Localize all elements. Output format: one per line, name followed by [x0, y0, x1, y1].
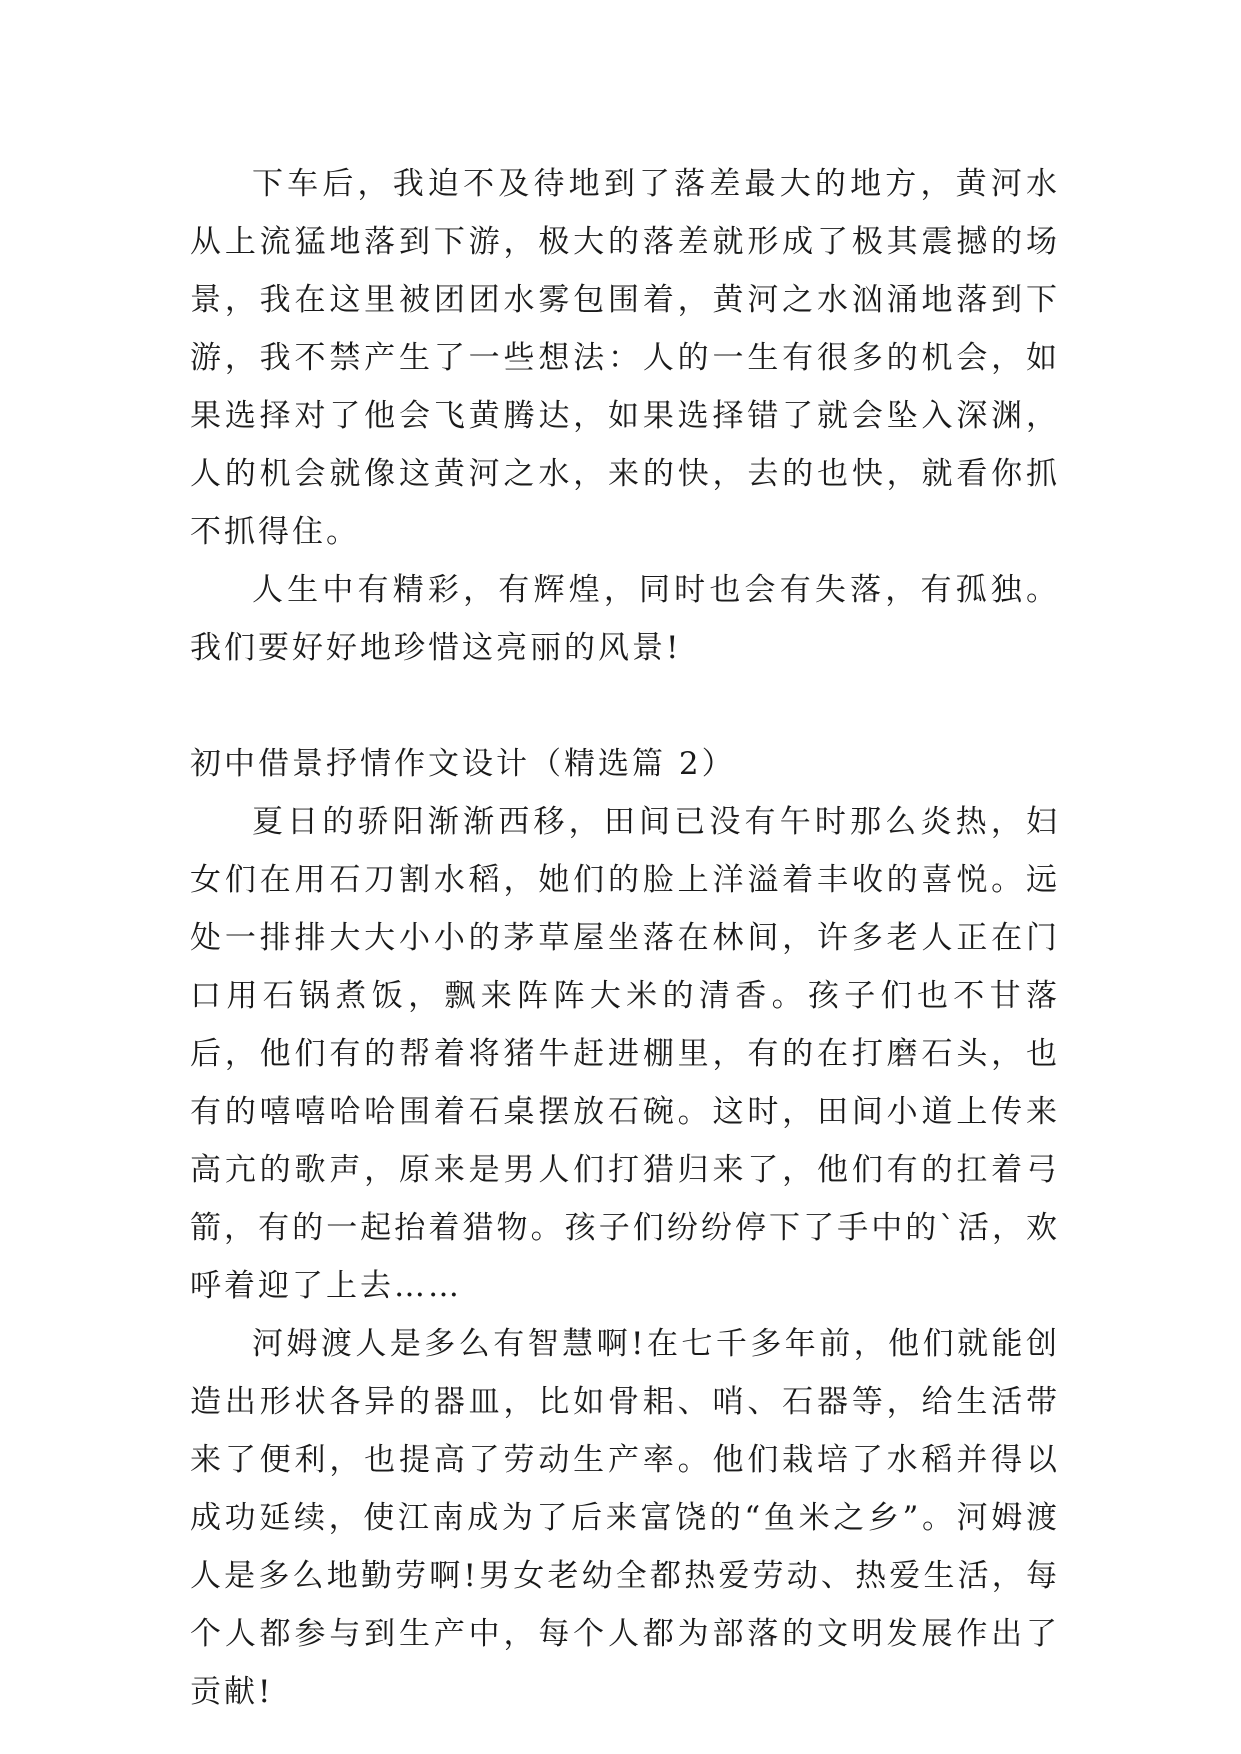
section-spacer — [190, 677, 1060, 735]
paragraph-summer-village: 夏日的骄阳渐渐西移，田间已没有午时那么炎热，妇女们在用石刀割水稻，她们的脸上洋溢着丰收的喜悦。远处一排排大大小小的茅草屋坐落在林间，许多老人正在门口用石锅煮饭，飘来阵阵大米的清香。孩子们也不甘落后，他们有的帮着将猪牛赶进棚里，有的在打磨石头，也有的嘻嘻哈哈围着石桌摆放石碗。这时，田间小道上传来高亢的歌声，原来是男人们打猎归来了，他们有的扛着弓箭，有的一起抬着猎物。孩子们纷纷停下了手中的`活，欢呼着迎了上去…… — [190, 804, 1060, 1304]
paragraph-hemudu-people: 河姆渡人是多么有智慧啊!在七千多年前，他们就能创造出形状各异的器皿，比如骨耜、哨、石器等，给生活带来了便利，也提高了劳动生产率。他们栽培了水稻并得以成功延续，使江南成为了后来富饶的“鱼米之乡”。河姆渡人是多么地勤劳啊!男女老幼全都热爱劳动、热爱生活，每个人都参与到生产中，每个人都为部落的文明发展作出了贡献! — [190, 1326, 1060, 1710]
section-title: 初中借景抒情作文设计（精选篇 2） — [190, 746, 736, 782]
paragraph-waterfall: 下车后，我迫不及待地到了落差最大的地方，黄河水从上流猛地落到下游，极大的落差就形成了极其震撼的场景，我在这里被团团水雾包围着，黄河之水汹涌地落到下游，我不禁产生了一些想法：人的一生有很多的机会，如果选择对了他会飞黄腾达，如果选择错了就会坠入深渊，人的机会就像这黄河之水，来的快，去的也快，就看你抓不抓得住。 — [190, 166, 1060, 550]
paragraph-life-reflection: 人生中有精彩，有辉煌，同时也会有失落，有孤独。我们要好好地珍惜这亮丽的风景! — [190, 572, 1060, 666]
document-body — [190, 155, 1060, 1721]
